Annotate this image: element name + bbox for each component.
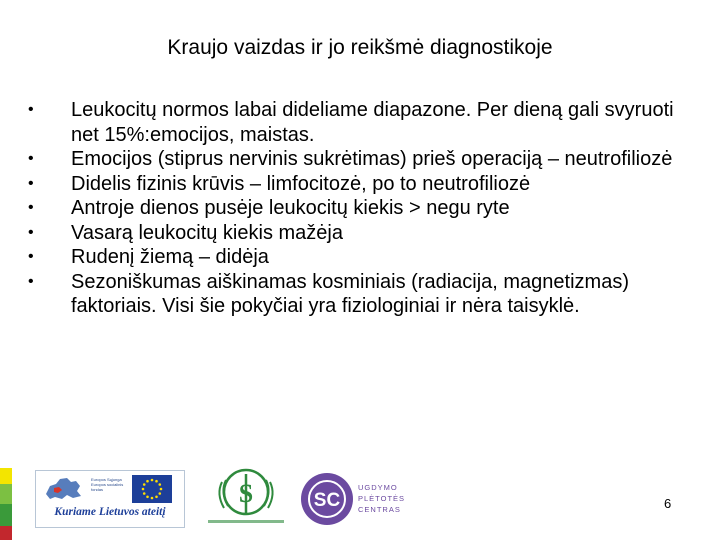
bullet-marker: •	[28, 199, 34, 216]
page-number: 6	[664, 496, 672, 511]
bullet-marker: •	[28, 223, 34, 241]
eu-flag-star	[160, 488, 163, 491]
bullet-item	[28, 147, 678, 172]
bullet-item	[28, 172, 678, 197]
bullet-text: Vasarą leukocitų kiekis mažėja	[71, 221, 343, 244]
bullet-list	[28, 98, 678, 319]
color-strip-dark-green	[0, 504, 12, 526]
ugdymo-line-1: UGDYMO	[358, 483, 398, 492]
color-strip-yellow	[0, 468, 12, 484]
bullet-marker: •	[28, 174, 34, 192]
ugdymo-line-3: CENTRAS	[358, 505, 401, 514]
eu-logo-caption: Kuriame Lietuvos ateitį	[54, 506, 166, 518]
eu-flag-star	[143, 483, 146, 486]
eu-flag-star	[151, 479, 154, 482]
eu-flag-star	[151, 497, 154, 500]
eu-funding-logo	[35, 470, 185, 528]
bullet-item	[28, 221, 678, 246]
eu-flag-star	[143, 492, 146, 495]
europe-map-icon	[40, 474, 88, 502]
eu-flag-star	[142, 488, 145, 491]
eu-flag-star	[146, 480, 149, 483]
eu-flag-star	[158, 492, 161, 495]
color-strip-red	[0, 526, 12, 540]
bullet-item	[28, 270, 678, 319]
bullet-text: Leukocitų normos labai dideliame diapazone. Per dieną gali svyruoti net 15%:emocijos, maistas.	[71, 99, 674, 146]
bullet-text: Emocijos (stiprus nervinis sukrėtimas) prieš operaciją – neutrofiliozė	[71, 148, 673, 170]
bullet-text: Rudenį žiemą – didėja	[71, 246, 269, 268]
bullet-marker: •	[28, 101, 34, 118]
eu-flag-star	[158, 483, 161, 486]
bullet-item	[28, 196, 678, 221]
eu-flag-star	[155, 495, 158, 498]
ugdymo-emblem-text: SC	[313, 490, 341, 511]
eu-fund-text: Europos Sąjunga Europos socialinis fondas	[91, 477, 124, 492]
bullet-text: Didelis fizinis krūvis – limfocitozė, po to neutrofiliozė	[71, 172, 531, 195]
college-emblem-logo	[198, 466, 294, 530]
ugdymo-line-2: PLĖTOTĖS	[358, 494, 406, 503]
eu-flag-star	[146, 495, 149, 498]
bullet-marker: •	[28, 272, 34, 290]
slide-title: Kraujo vaizdas ir jo reikšmė diagnostikoje	[167, 36, 553, 59]
eu-flag-icon	[132, 475, 172, 503]
ugdymo-pletotes-centras-logo	[298, 470, 408, 528]
bullet-marker: •	[28, 150, 34, 167]
bullet-text: Antroje dienos pusėje leukocitų kiekis > negu ryte	[71, 197, 510, 219]
color-strip-light-green	[0, 484, 12, 504]
eu-flag-star	[155, 480, 158, 483]
bullet-item	[28, 98, 678, 147]
bullet-text: Sezoniškumas aiškinamas kosminiais (radiacija, magnetizmas) faktoriais. Visi šie pokyčiai yra fiziologiniai ir nėra taisyklė.	[71, 270, 629, 317]
bullet-item	[28, 245, 678, 270]
bullet-marker: •	[28, 248, 34, 265]
college-emblem-letter: S	[238, 479, 254, 508]
